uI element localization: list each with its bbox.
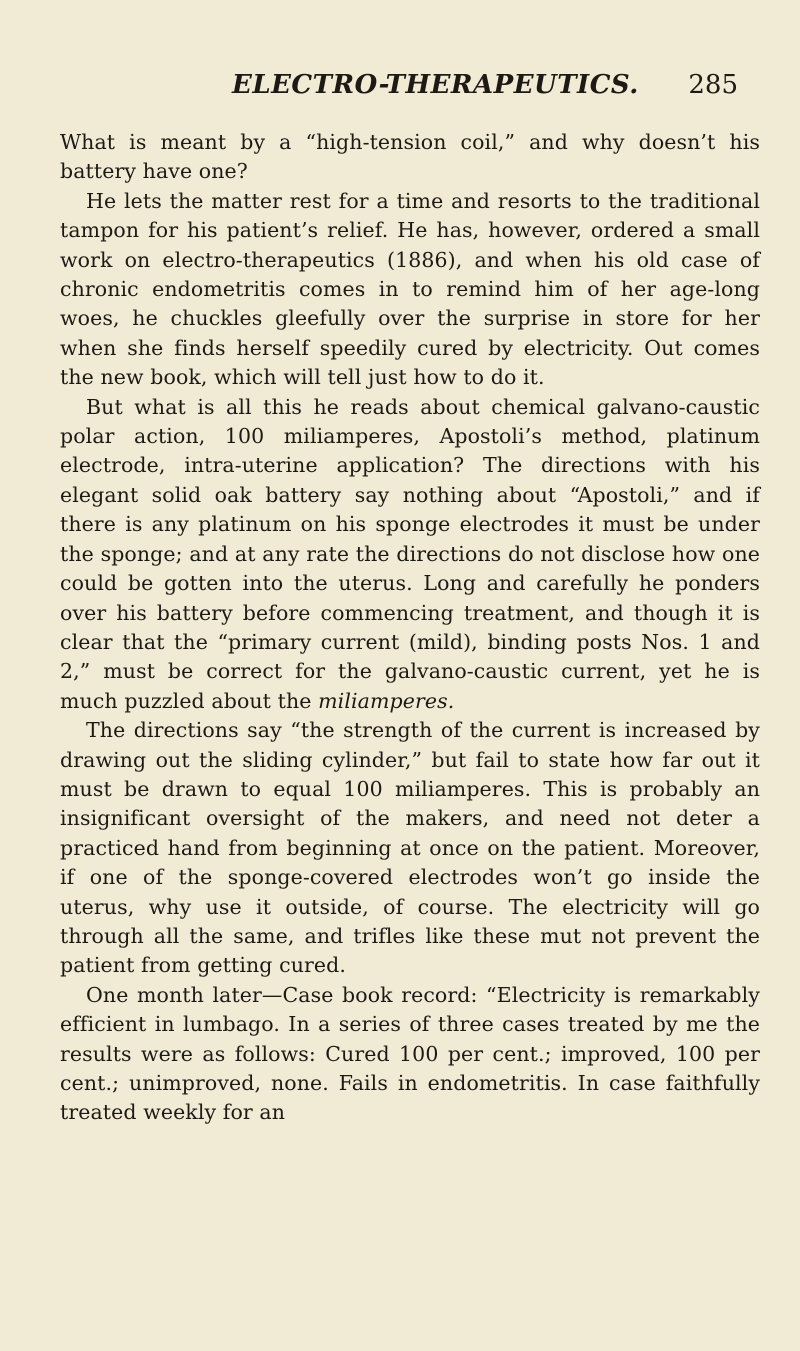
running-title: ELECTRO-THERAPEUTICS.	[232, 70, 639, 100]
running-header	[0, 70, 800, 110]
paragraph-3	[60, 393, 760, 716]
paragraph-3-italic-term: miliamperes.	[318, 688, 455, 713]
paragraph-3-text: But what is all this he reads about chemical galvano-caustic polar action, 100 miliamperes, Apostoli’s method, platinum electrode, intra-uterine application? The directions with his elegant solid oak battery say nothing about “Apostoli,” and if there is any platinum on his sponge electrodes it must be under the sponge; and at any rate the directions do not disclose how one could be gotten into the uterus. Long and carefully he ponders over his battery before commencing treatment, and though it is clear that the “primary current (mild), binding posts Nos. 1 and 2,” must be correct for the galvano-caustic current, yet he is much puzzled about the	[60, 394, 760, 713]
body-text	[60, 128, 760, 1128]
paragraph-1: What is meant by a “high-tension coil,” and why doesn’t his battery have one?	[60, 130, 760, 184]
paragraph-4: The directions say “the strength of the current is increased by drawing out the sliding cylinder,” but fail to state how far out it must be drawn to equal 100 miliamperes. This is probably an insignificant oversight of the makers, and need not deter a practiced hand from beginning at once on the patient. Moreover, if one of the sponge-covered electrodes won’t go inside the uterus, why use it outside, of course. The electricity will go through all the same, and trifles like these mut not prevent the patient from getting cured.	[60, 718, 760, 978]
paragraph-2: He lets the matter rest for a time and resorts to the traditional tampon for his patient’s relief. He has, however, ordered a small work on electro-therapeutics (1886), and when his old case of chronic endometritis comes in to remind him of her age-long woes, he chuckles gleefully over the surprise in store for her when she finds herself speedily cured by electricity. Out comes the new book, which will tell just how to do it.	[60, 188, 760, 390]
page-number: 285	[688, 70, 738, 100]
paragraph-5: One month later—Case book record: “Electricity is remarkably efficient in lumbago. In a series of three cases treated by me the results were as follows: Cured 100 per cent.; improved, 100 per cent.; unimproved, none. Fails in endometritis. In case faithfully treated weekly for an	[60, 982, 760, 1125]
